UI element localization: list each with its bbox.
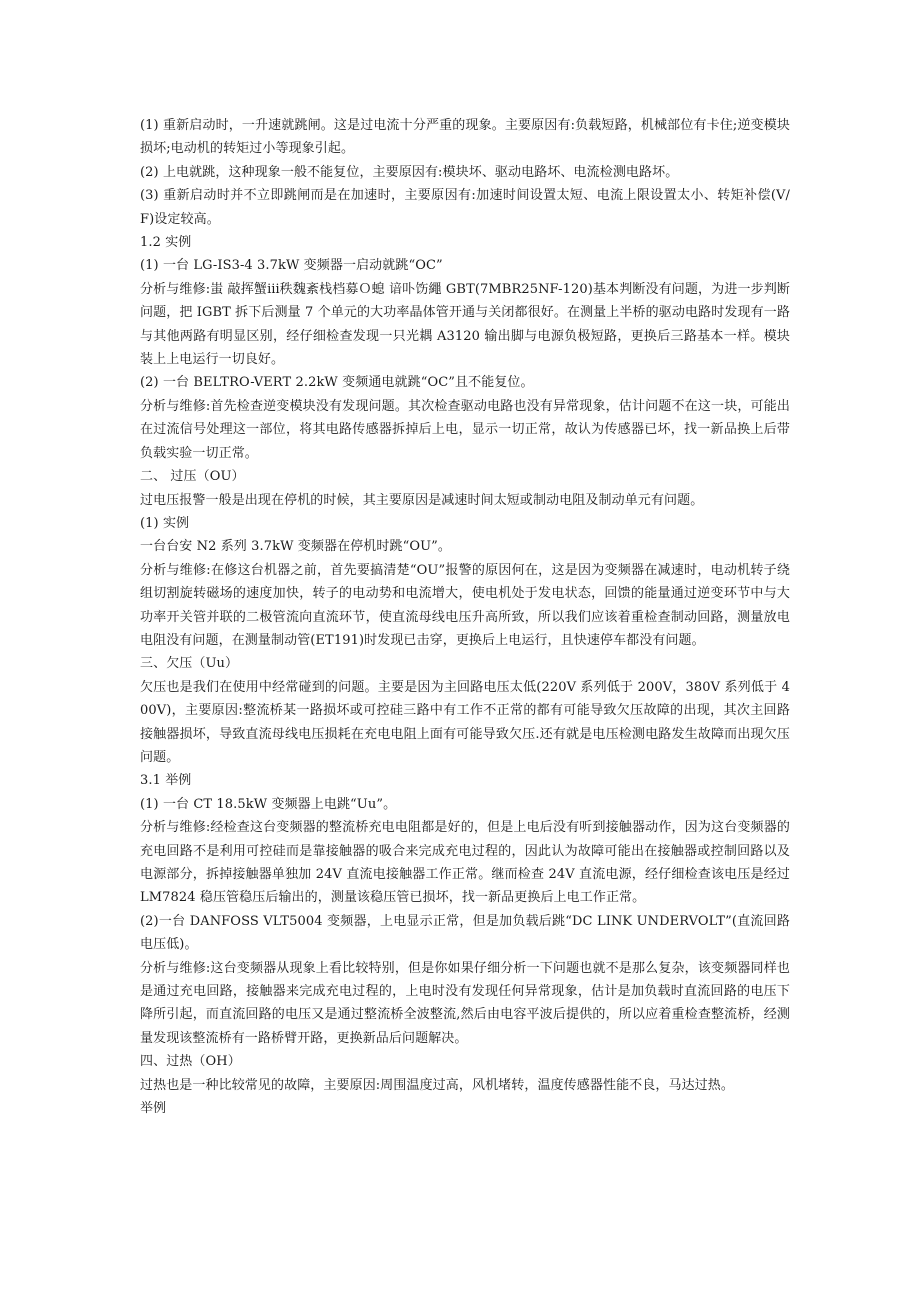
paragraph: 欠压也是我们在使用中经常碰到的问题。主要是因为主回路电压太低(220V 系列低于 200V，380V 系列低于 400V)，主要原因:整流桥某一路损坏或可控硅三路中有工作不正常的都有可能导致欠压故障的出现，其次主回路接触器损坏，导致直流母线电压损耗在充电电阻上面有可能导致欠压.还有就是电压检测电路发生故障而出现欠压问题。	[140, 679, 790, 765]
case-title: 一台台安 N2 系列 3.7kW 变频器在停机时跳“OU”。	[140, 539, 451, 555]
paragraph: 分析与维修:这台变频器从现象上看比较特别，但是你如果仔细分析一下问题也就不是那么复杂，该变频器同样也是通过充电回路，接触器来完成充电过程的，上电时没有发现任何异常现象，估计是加负载时直流回路的电压下降所引起，而直流回路的电压又是通过整流桥全波整流,然后由电容平波后提供的，所以应着重检查整流桥，经测量发现该整流桥有一路桥臂开路，更换新品后问题解决。	[140, 960, 790, 1046]
paragraph: 分析与维修:蚩 敲挥蟹ⅲ秩魏紊栈档募Ｏ螅 谙卟饬繩 GBT(7MBR25NF-120)基本判断没有问题，为进一步判断问题，把 IGBT 拆下后测量 7 个单元的大功率晶体管开通与关闭都很好。在测量上半桥的驱动电路时发现有一路与其他两路有明显区别，经仔细检查发现一只光耦 A3120 输出脚与电源负极短路，更换后三路基本一样。模块装上上电运行一切良好。	[140, 281, 790, 368]
case-title: (1) 一台 CT 18.5kW 变频器上电跳“Uu”。	[140, 796, 397, 812]
paragraph: 过热也是一种比较常见的故障，主要原因:周围温度过高，风机堵转，温度传感器性能不良，马达过热。	[140, 1077, 734, 1093]
section-heading: 三、欠压（Uu）	[140, 656, 239, 672]
paragraph: 过电压报警一般是出现在停机的时候，其主要原因是减速时间太短或制动电阻及制动单元有问题。	[140, 492, 704, 508]
paragraph: 分析与维修:在修这台机器之前，首先要搞清楚“OU”报警的原因何在，这是因为变频器在减速时，电动机转子绕组切割旋转磁场的速度加快，转子的电动势和电流增大，使电机处于发电状态，回馈的能量通过逆变环节中与大功率开关管并联的二极管流向直流环节，使直流母线电压升高所致，所以我们应该着重检查制动回路，测量放电电阻没有问题，在测量制动管(ET191)时发现已击穿，更换后上电运行，且快速停车都没有问题。	[140, 562, 790, 648]
paragraph: 分析与维修:经检查这台变频器的整流桥充电电阻都是好的，但是上电后没有听到接触器动作，因为这台变频器的充电回路不是利用可控硅而是靠接触器的吸合来完成充电过程的，因此认为故障可能出在接触器或控制回路以及电源部分，拆掉接触器单独加 24V 直流电接触器工作正常。继而检查 24V 直流电源，经仔细检查该电压是经过 LM7824 稳压管稳压后输出的，测量该稳压管已损坏，找一新品更换后上电工作正常。	[140, 820, 790, 906]
section-heading: (1) 实例	[140, 515, 190, 531]
section-heading: 四、过热（OH）	[140, 1054, 241, 1070]
section-heading: 3.1 举例	[140, 773, 192, 789]
section-heading: 举例	[140, 1101, 167, 1117]
paragraph: (1) 重新启动时，一升速就跳闸。这是过电流十分严重的现象。主要原因有:负载短路，机械部位有卡住;逆变模块损坏;电动机的转矩过小等现象引起。	[140, 118, 790, 157]
paragraph: 分析与维修:首先检查逆变模块没有发现问题。其次检查驱动电路也没有异常现象，估计问题不在这一块，可能出在过流信号处理这一部位，将其电路传感器拆掉后上电，显示一切正常，故认为传感器已坏，找一新品换上后带负载实验一切正常。	[140, 398, 790, 461]
section-heading: 二、 过压（OU）	[140, 469, 245, 485]
case-title: (2)一台 DANFOSS VLT5004 变频器，上电显示正常，但是加负载后跳“DC LINK UNDERVOLT”(直流回路电压低)。	[140, 913, 790, 953]
document-body	[140, 114, 790, 1120]
paragraph: (2) 上电就跳，这种现象一般不能复位，主要原因有:模块坏、驱动电路坏、电流检测电路坏。	[140, 164, 679, 180]
case-title: (2) 一台 BELTRO-VERT 2.2kW 变频通电就跳“OC”且不能复位。	[140, 375, 534, 391]
paragraph: (3) 重新启动时并不立即跳闸而是在加速时，主要原因有:加速时间设置太短、电流上限设置太小、转矩补偿(V/F)设定较高。	[140, 188, 790, 227]
section-heading: 1.2 实例	[140, 235, 192, 251]
case-title: (1) 一台 LG-IS3-4 3.7kW 变频器一启动就跳“OC”	[140, 258, 443, 274]
